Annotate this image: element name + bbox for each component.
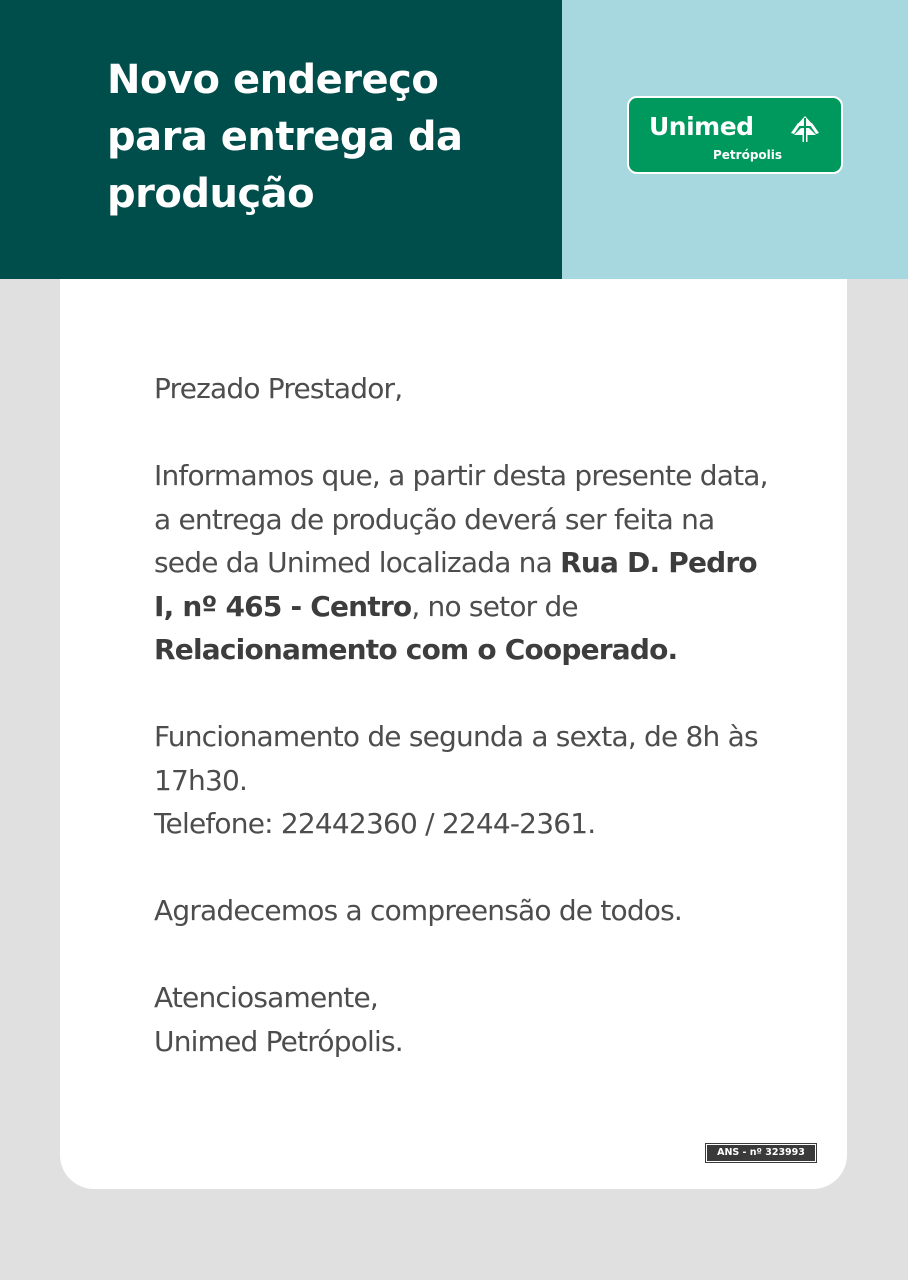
title-line-2: para entrega da [107,114,463,160]
delivery-text: Informamos que, a partir desta presente data, a entrega de produção deverá ser feita na sede da Unimed localizada na [154,459,768,579]
delivery-sector: Relacionamento com o Cooperado. [154,633,678,666]
hours-text: Funcionamento de segunda a sexta, de 8h às 17h30. [154,720,758,797]
unimed-tree-icon [787,115,823,143]
greeting-text: Prezado Prestador, [154,372,403,405]
letter-body [154,367,774,1063]
page-title [107,52,547,223]
phone-text: Telefone: 22442360 / 2244-2361. [154,807,596,840]
unimed-logo [627,96,843,174]
delivery-address: Rua D. Pedro I, nº 465 - Centro [154,546,757,623]
logo-name: Unimed [649,112,754,141]
letter-closing [154,976,774,1063]
letter-card [60,279,847,1189]
logo-city: Petrópolis [713,148,783,162]
delivery-text-sector: , no setor de [411,589,578,623]
letter-greeting [154,367,774,411]
thanks-text: Agradecemos a compreensão de todos. [154,894,683,927]
letter-paragraph-delivery [154,454,774,672]
title-line-3: produção [107,171,315,217]
letter-paragraph-hours [154,715,774,846]
header-title-panel [0,0,562,279]
letter-paragraph-thanks [154,889,774,933]
title-line-1: Novo endereço [107,57,439,103]
closing-text: Atenciosamente, [154,981,379,1014]
signature-text: Unimed Petrópolis. [154,1024,403,1058]
ans-registration-badge: ANS - nº 323993 [706,1144,816,1162]
